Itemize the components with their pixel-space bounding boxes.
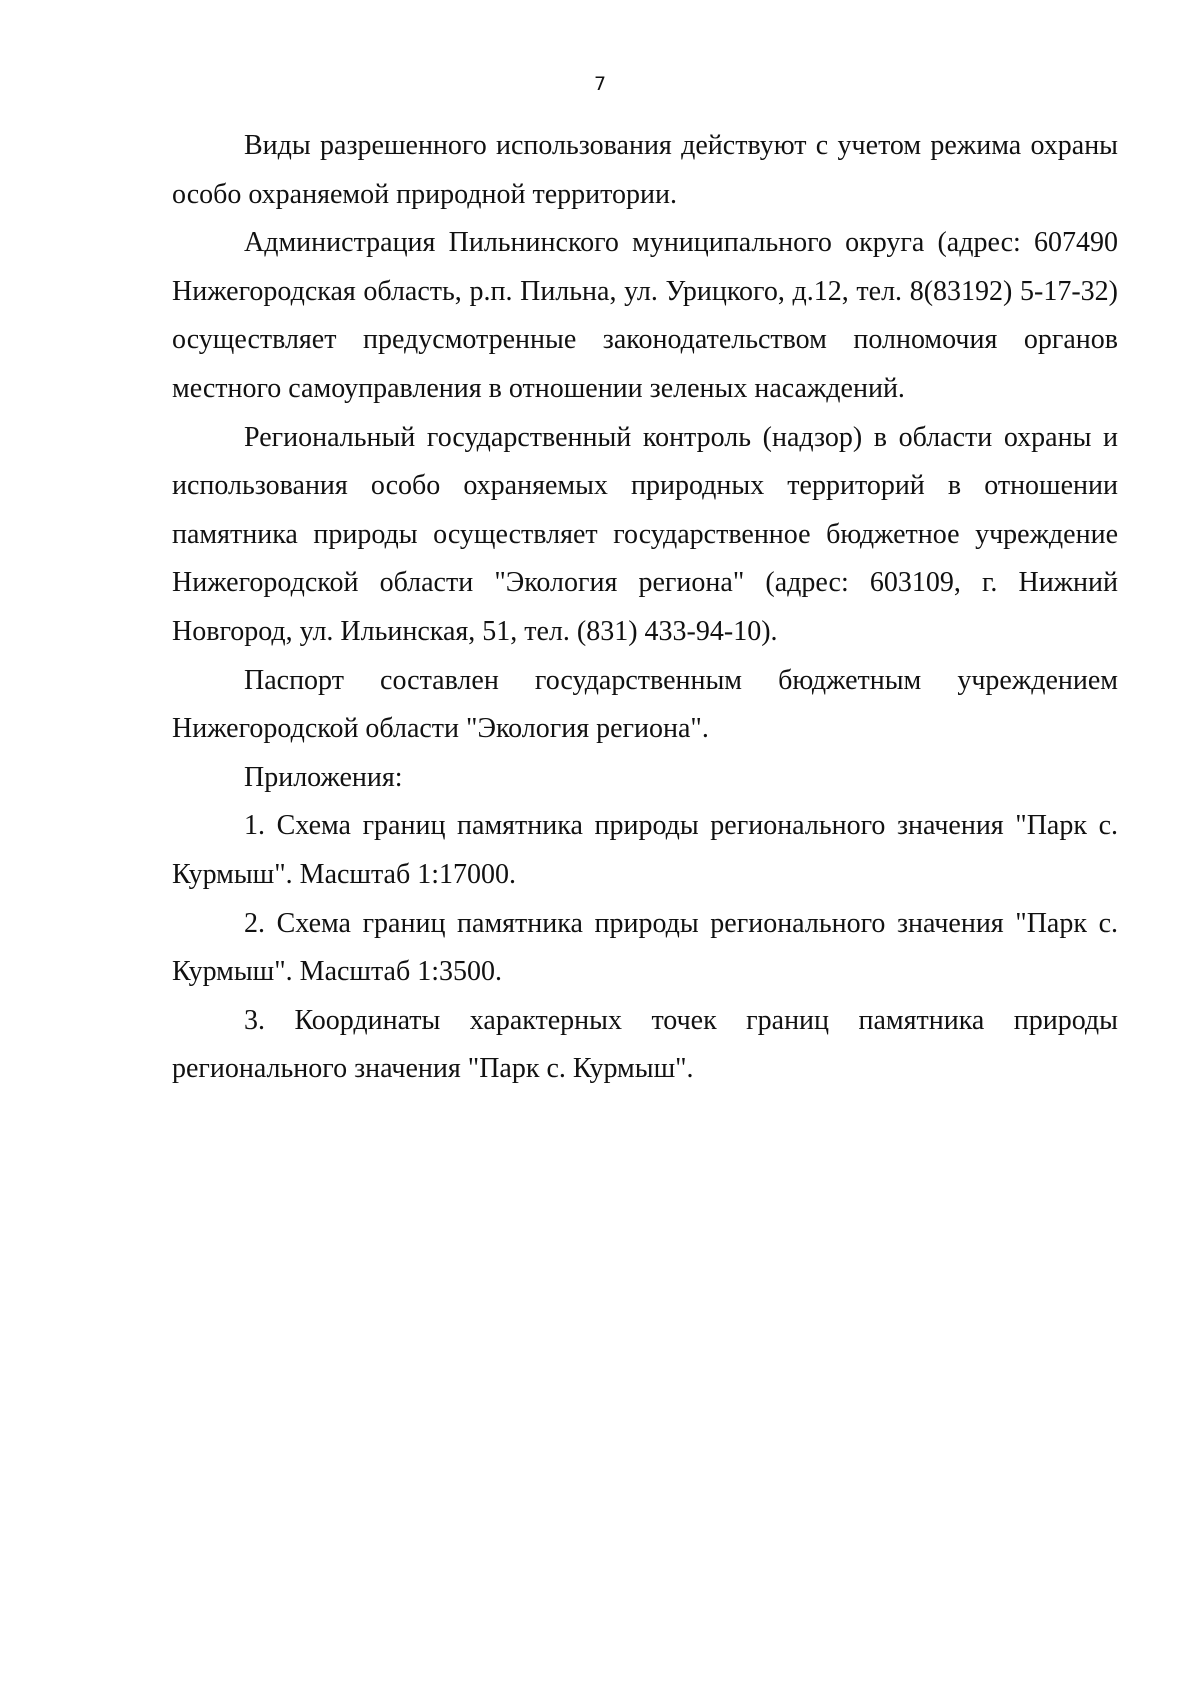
paragraph-passport-author: Паспорт составлен государственным бюджетным учреждением Нижегородской области "Экология региона". bbox=[172, 664, 1118, 745]
paragraph-regional-control: Региональный государственный контроль (надзор) в области охраны и использования особо охраняемых природных территорий в отношении памятника природы осуществляет государственное бюджетное учреждение Нижегородской области "Экология региона" (адрес: 603109, г. Нижний Новгород, ул. Ильинская, 51, тел. (831) 433-94-10). bbox=[172, 421, 1118, 647]
paragraph-permitted-use: Виды разрешенного использования действуют с учетом режима охраны особо охраняемой природной территории. bbox=[172, 130, 1118, 210]
appendix-item-3: 3. Координаты характерных точек границ памятника природы регионального значения "Парк с. Курмыш". bbox=[172, 1004, 1118, 1085]
page-number: 7 bbox=[593, 73, 607, 95]
appendix-item-2: 2. Схема границ памятника природы регионального значения "Парк с. Курмыш". Масштаб 1:3500. bbox=[172, 907, 1118, 988]
document-body bbox=[172, 122, 1118, 1094]
paragraph-administration: Администрация Пильнинского муниципального округа (адрес: 607490 Нижегородская область, р.п. Пильна, ул. Урицкого, д.12, тел. 8(83192) 5-17-32) осуществляет предусмотренные законодательством полномочия органов местного самоуправления в отношении зеленых насаждений. bbox=[172, 227, 1118, 404]
appendices-heading: Приложения: bbox=[244, 761, 403, 793]
appendix-item-1: 1. Схема границ памятника природы регионального значения "Парк с. Курмыш". Масштаб 1:17000. bbox=[172, 810, 1118, 890]
